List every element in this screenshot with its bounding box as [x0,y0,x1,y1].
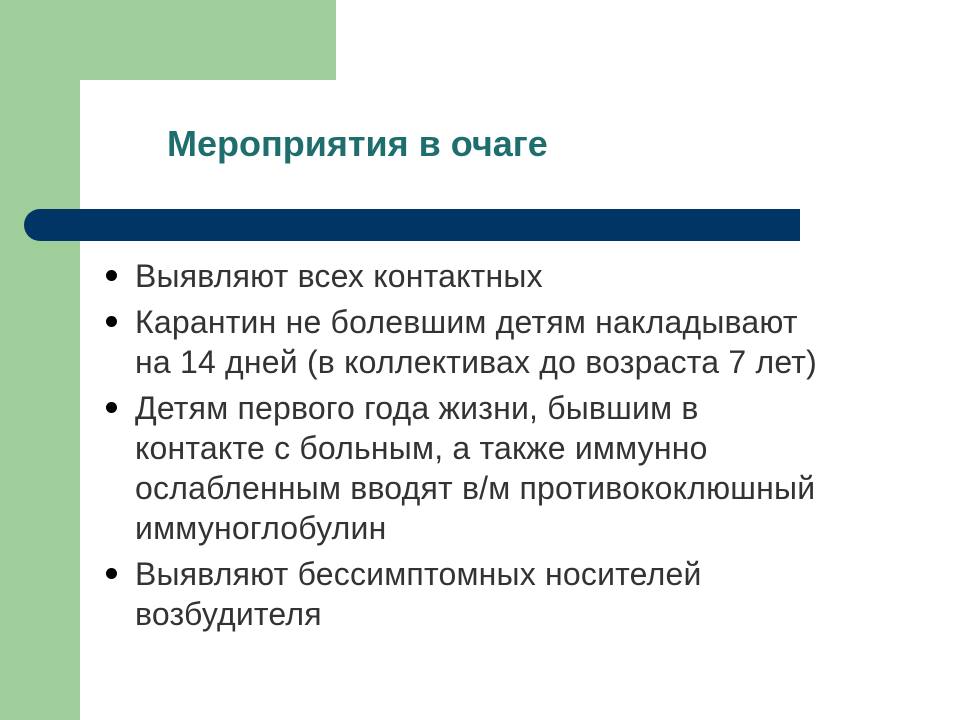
title-underline-bar [24,209,800,241]
bullet-list [100,256,817,640]
bullet-icon [106,270,117,281]
bullet-text-line: ослабленным вводят в/м противококлюшный [135,470,816,506]
bullet-item [100,256,817,296]
bullet-text-line: Выявляют бессимптомных носителей [135,556,702,592]
bullet-text-line: Выявляют всех контактных [135,258,543,294]
bullet-text-line: Карантин не болевшим детям накладывают [135,304,798,340]
bullet-icon [106,402,117,413]
bullet-text-line: на 14 дней (в коллективах до возраста 7 лет) [135,344,818,380]
bullet-text-line: иммуноглобулин [135,510,387,546]
bullet-text-line: возбудителя [135,596,322,632]
slide-title: Мероприятия в очаге [167,123,548,164]
bullet-text-line: Детям первого года жизни, бывшим в [135,390,699,426]
green-frame-left [0,0,80,720]
bullet-item [100,388,817,548]
bullet-item [100,302,817,382]
bullet-item [100,554,817,634]
bullet-icon [106,568,117,579]
bullet-icon [106,316,117,327]
bullet-text-line: контакте с больным, а также иммунно [135,430,708,466]
